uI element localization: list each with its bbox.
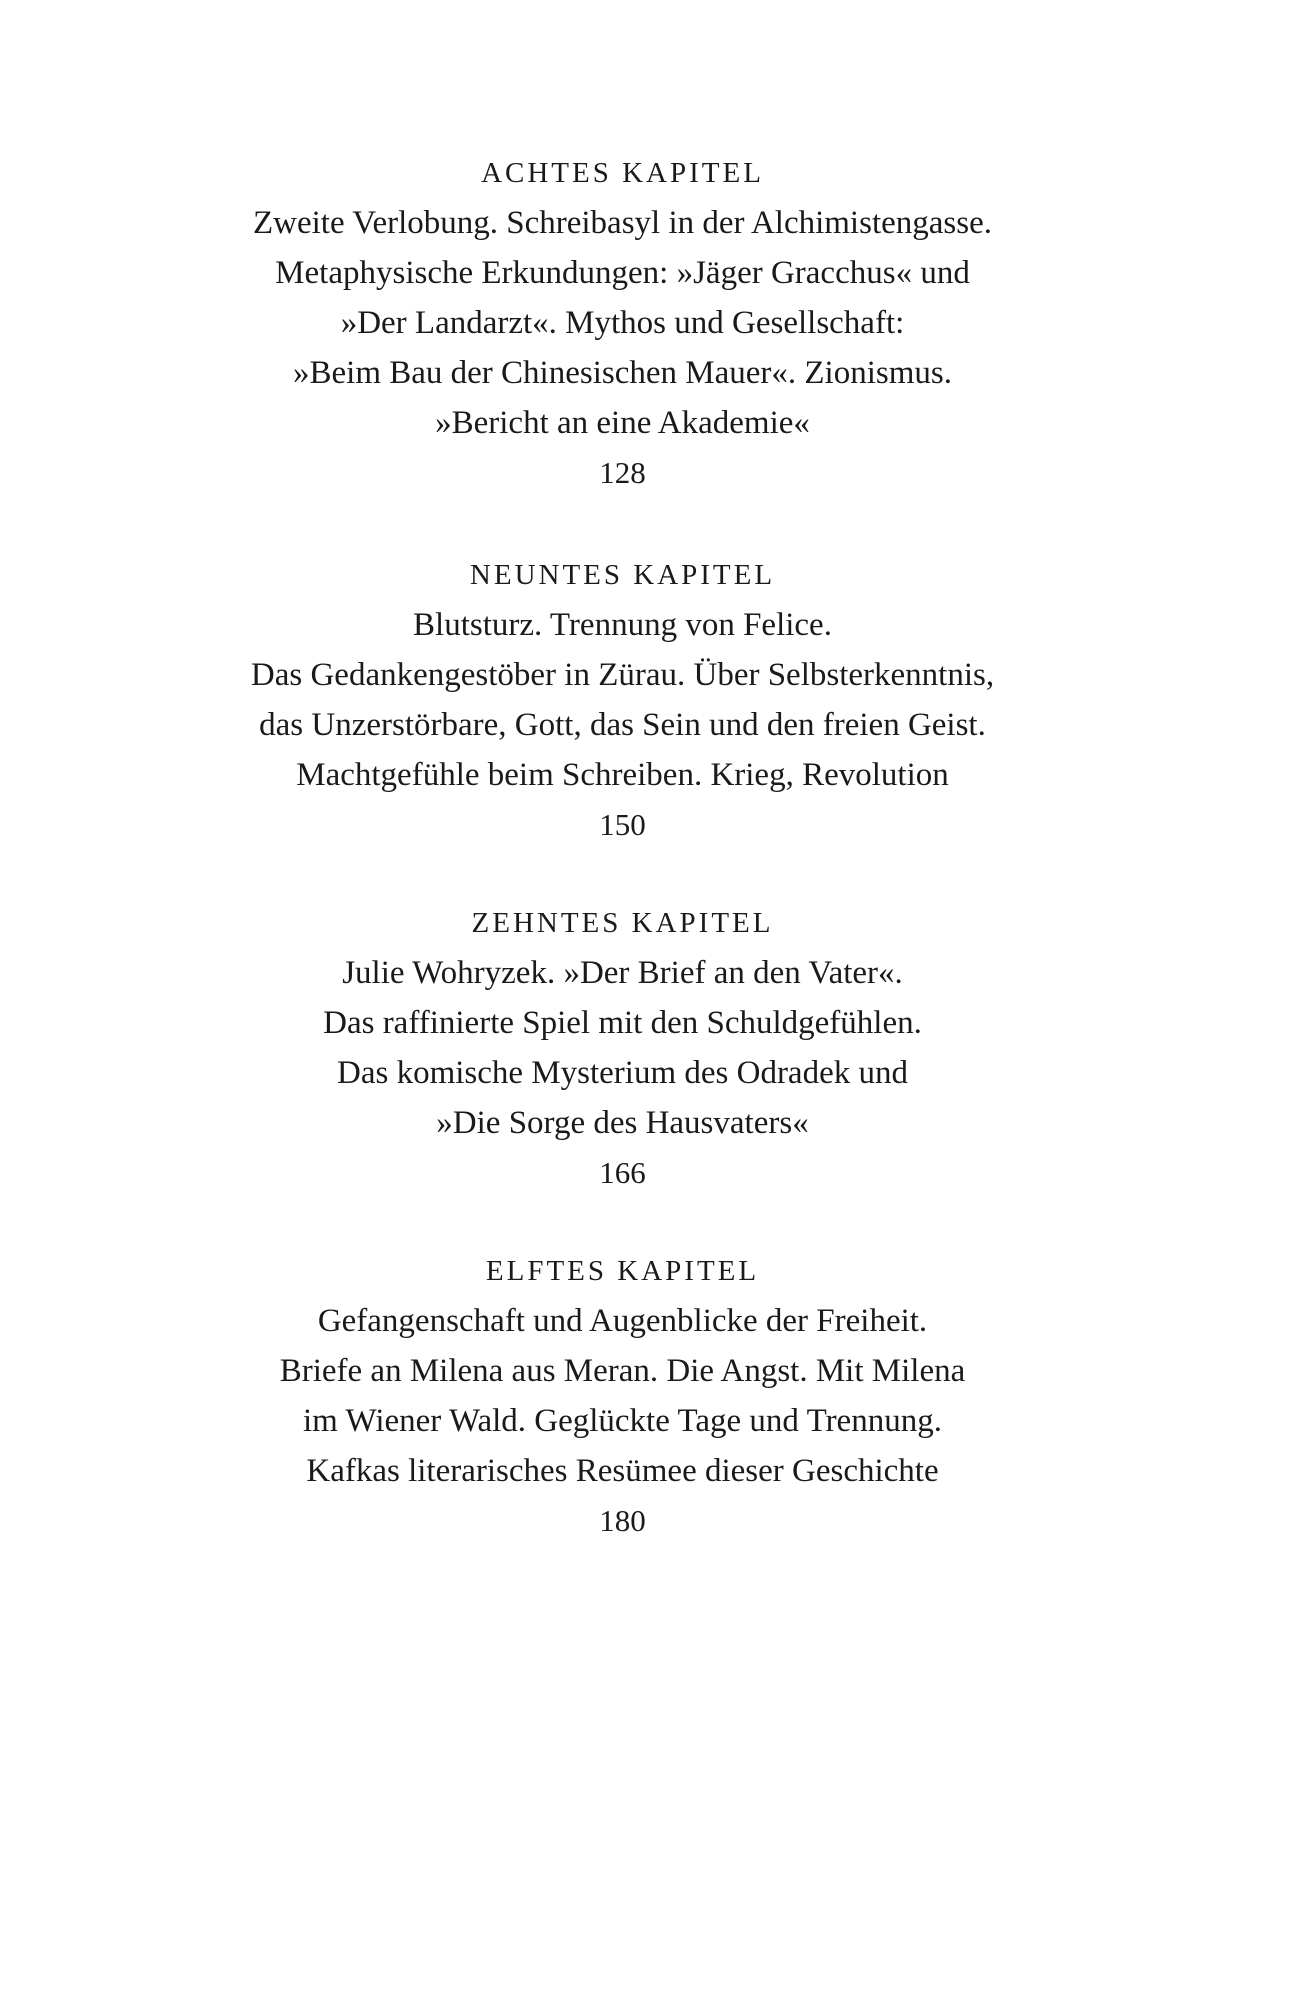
chapter-summary-line: im Wiener Wald. Geglückte Tage und Trennung. bbox=[303, 1403, 942, 1439]
chapter-summary-line: »Der Landarzt«. Mythos und Gesellschaft: bbox=[340, 305, 905, 341]
chapter-entry-10 bbox=[0, 898, 1245, 1198]
chapter-summary-line: Machtgefühle beim Schreiben. Krieg, Revolution bbox=[296, 757, 949, 793]
chapter-summary-line: Kafkas literarisches Resümee dieser Geschichte bbox=[306, 1453, 939, 1489]
chapter-summary-line: Zweite Verlobung. Schreibasyl in der Alchimistengasse. bbox=[253, 205, 992, 241]
chapter-summary-line: Briefe an Milena aus Meran. Die Angst. Mit Milena bbox=[279, 1353, 966, 1389]
chapter-entry-11 bbox=[0, 1246, 1245, 1546]
chapter-heading: ELFTES KAPITEL bbox=[485, 1255, 760, 1287]
chapter-summary-line: »Beim Bau der Chinesischen Mauer«. Zionismus. bbox=[293, 355, 952, 391]
chapter-summary-line: Gefangenschaft und Augenblicke der Freiheit. bbox=[317, 1303, 928, 1339]
chapter-summary-line: Das komische Mysterium des Odradek und bbox=[337, 1055, 908, 1091]
chapter-summary-line: das Unzerstörbare, Gott, das Sein und den freien Geist. bbox=[259, 707, 986, 743]
chapter-page-number: 166 bbox=[599, 1155, 646, 1190]
chapter-summary-line: »Bericht an eine Akademie« bbox=[435, 405, 810, 441]
chapter-page-number: 128 bbox=[599, 455, 646, 490]
chapter-heading: NEUNTES KAPITEL bbox=[469, 559, 776, 591]
chapter-heading: ZEHNTES KAPITEL bbox=[471, 907, 774, 939]
chapter-summary-line: Julie Wohryzek. »Der Brief an den Vater«. bbox=[342, 955, 903, 991]
chapter-entry-9 bbox=[0, 550, 1245, 850]
chapter-heading: ACHTES KAPITEL bbox=[481, 157, 764, 189]
chapter-summary-line: Das raffinierte Spiel mit den Schuldgefühlen. bbox=[323, 1005, 922, 1041]
chapter-summary-line: »Die Sorge des Hausvaters« bbox=[436, 1105, 809, 1141]
chapter-page-number: 150 bbox=[599, 807, 646, 842]
chapter-summary-line: Blutsturz. Trennung von Felice. bbox=[413, 607, 832, 643]
chapter-summary-line: Metaphysische Erkundungen: »Jäger Gracchus« und bbox=[275, 255, 970, 291]
chapter-entry-8 bbox=[0, 148, 1245, 498]
chapter-summary-line: Das Gedankengestöber in Zürau. Über Selbsterkenntnis, bbox=[250, 657, 995, 693]
chapter-page-number: 180 bbox=[599, 1503, 646, 1538]
